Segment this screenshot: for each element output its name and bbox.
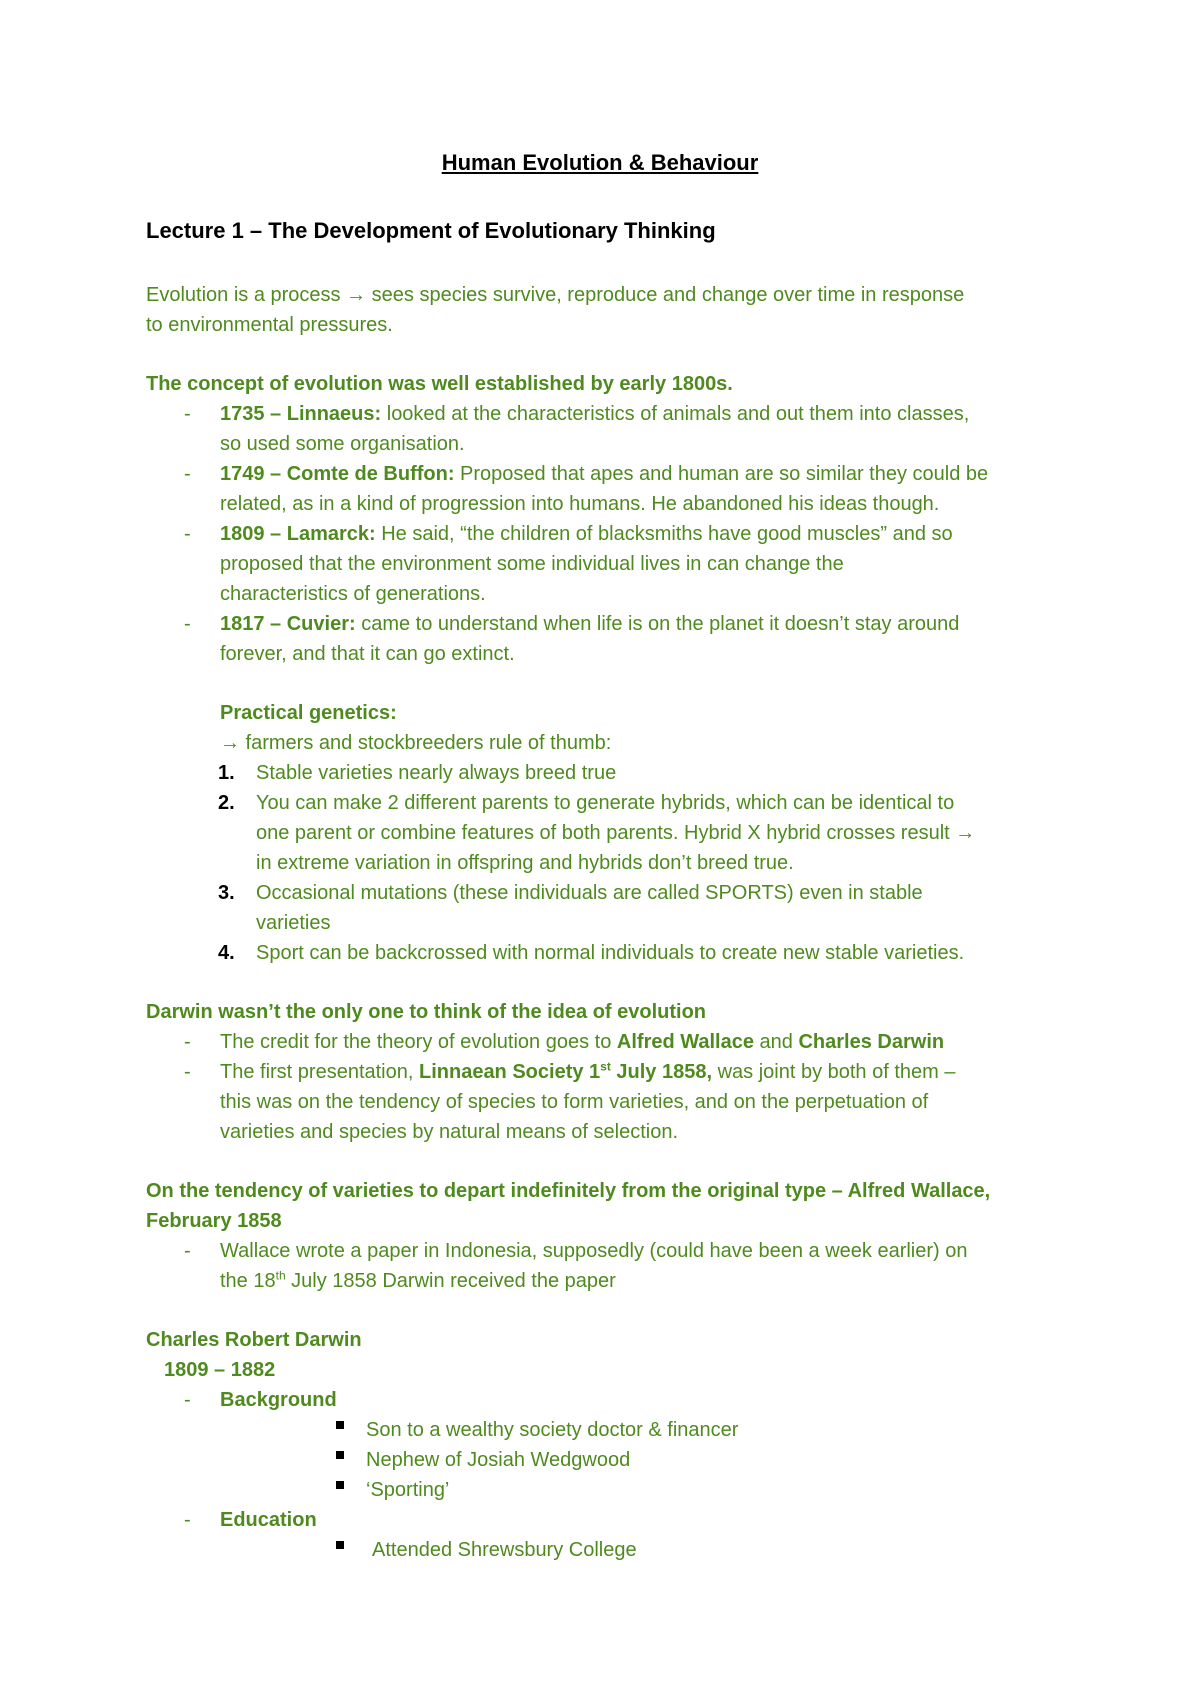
- practical-subheading: [220, 728, 611, 758]
- item-bold: Linnaean Society 1: [418, 1061, 601, 1083]
- item-text: the 18: [220, 1270, 276, 1292]
- item-label: 1817 – Cuvier:: [220, 613, 356, 635]
- numbered-item-cont: in extreme variation in offspring and hybrids don’t breed true.: [256, 852, 794, 874]
- dash-bullet: -: [184, 403, 191, 425]
- item-text: The credit for the theory of evolution goes to: [220, 1031, 617, 1053]
- section-heading-wallace-cont: February 1858: [146, 1210, 282, 1232]
- superscript: th: [275, 1268, 286, 1283]
- practical-subtext: farmers and stockbreeders rule of thumb:: [240, 732, 612, 754]
- dash-bullet: -: [184, 1031, 191, 1053]
- dash-bullet: -: [184, 613, 191, 635]
- dash-bullet: -: [184, 1389, 191, 1411]
- item-text: looked at the characteristics of animals and out them into classes,: [381, 403, 970, 425]
- item-text: July 1858 Darwin received the paper: [285, 1270, 616, 1292]
- numbered-item: Occasional mutations (these individuals are called SPORTS) even in stable: [256, 882, 923, 904]
- dash-bullet: -: [184, 523, 191, 545]
- section-heading-charles-darwin: Charles Robert Darwin: [146, 1329, 362, 1351]
- item-text: The first presentation,: [220, 1061, 419, 1083]
- list-item-cont: so used some organisation.: [220, 433, 465, 455]
- list-item: Wallace wrote a paper in Indonesia, supposedly (could have been a week earlier) on: [220, 1240, 968, 1262]
- square-bullet-icon: [336, 1541, 344, 1549]
- item-text: He said, “the children of blacksmiths have good muscles” and so: [375, 523, 953, 545]
- item-label: 1735 – Linnaeus:: [220, 403, 382, 425]
- education-heading: Education: [220, 1509, 317, 1531]
- list-item: [220, 459, 988, 489]
- square-bullet-icon: [336, 1451, 344, 1459]
- list-number: 4.: [218, 942, 235, 964]
- intro-text-a: Evolution is a process: [146, 284, 347, 306]
- list-item-cont: this was on the tendency of species to form varieties, and on the perpetuation of: [220, 1091, 929, 1113]
- practical-heading: Practical genetics:: [220, 702, 397, 724]
- list-item: [220, 1057, 955, 1087]
- dash-bullet: -: [184, 1061, 191, 1083]
- lecture-heading: Lecture 1 – The Development of Evolutionary Thinking: [146, 218, 716, 243]
- list-item: [220, 1027, 944, 1057]
- section-heading-wallace: On the tendency of varieties to depart indefinitely from the original type – Alfred Wallace,: [146, 1180, 991, 1202]
- intro-text-b: sees species survive, reproduce and change over time in response: [366, 284, 965, 306]
- list-item: [220, 519, 953, 549]
- list-item: [220, 399, 969, 429]
- arrow-icon: →: [346, 284, 367, 306]
- intro-line-1: [146, 280, 964, 310]
- intro-line-2: to environmental pressures.: [146, 314, 393, 336]
- list-item: ‘Sporting’: [366, 1479, 450, 1501]
- list-item-cont: forever, and that it can go extinct.: [220, 643, 515, 665]
- list-item-cont: varieties and species by natural means of selection.: [220, 1121, 679, 1143]
- arrow-icon: →: [220, 732, 240, 754]
- square-bullet-icon: [336, 1421, 344, 1429]
- item-bold: July 1858,: [610, 1061, 713, 1083]
- item-label: 1809 – Lamarck:: [220, 523, 376, 545]
- item-text: Proposed that apes and human are so similar they could be: [454, 463, 989, 485]
- list-item: Son to a wealthy society doctor & financer: [366, 1419, 739, 1441]
- list-item-cont: characteristics of generations.: [220, 583, 486, 605]
- item-bold: Charles Darwin: [798, 1031, 945, 1053]
- list-item-cont: proposed that the environment some individual lives in can change the: [220, 553, 844, 575]
- item-text: was joint by both of them –: [712, 1061, 956, 1083]
- background-heading: Background: [220, 1389, 337, 1411]
- list-item-cont: [220, 1266, 616, 1296]
- numbered-item: Stable varieties nearly always breed true: [256, 762, 617, 784]
- superscript: st: [600, 1059, 611, 1074]
- dash-bullet: -: [184, 1509, 191, 1531]
- item-label: 1749 – Comte de Buffon:: [220, 463, 455, 485]
- section-heading-concept: The concept of evolution was well established by early 1800s.: [146, 373, 733, 395]
- section-heading-darwin: Darwin wasn’t the only one to think of the idea of evolution: [146, 1001, 707, 1023]
- numbered-item: Sport can be backcrossed with normal individuals to create new stable varieties.: [256, 942, 965, 964]
- numbered-item-cont: varieties: [256, 912, 331, 934]
- list-item: Attended Shrewsbury College: [372, 1539, 637, 1561]
- item-bold: Alfred Wallace: [616, 1031, 754, 1053]
- item-text: and: [754, 1031, 799, 1053]
- list-number: 3.: [218, 882, 235, 904]
- list-item: [220, 609, 959, 639]
- item-text: came to understand when life is on the planet it doesn’t stay around: [355, 613, 960, 635]
- dash-bullet: -: [184, 463, 191, 485]
- list-item: Nephew of Josiah Wedgwood: [366, 1449, 631, 1471]
- numbered-item: You can make 2 different parents to generate hybrids, which can be identical to: [256, 792, 955, 814]
- list-number: 2.: [218, 792, 235, 814]
- document-title: Human Evolution & Behaviour: [441, 150, 759, 175]
- square-bullet-icon: [336, 1481, 344, 1489]
- list-item-cont: related, as in a kind of progression into humans. He abandoned his ideas though.: [220, 493, 940, 515]
- darwin-years: 1809 – 1882: [164, 1359, 276, 1381]
- list-number: 1.: [218, 762, 235, 784]
- numbered-item-cont: one parent or combine features of both parents. Hybrid X hybrid crosses result →: [256, 822, 976, 844]
- dash-bullet: -: [184, 1240, 191, 1262]
